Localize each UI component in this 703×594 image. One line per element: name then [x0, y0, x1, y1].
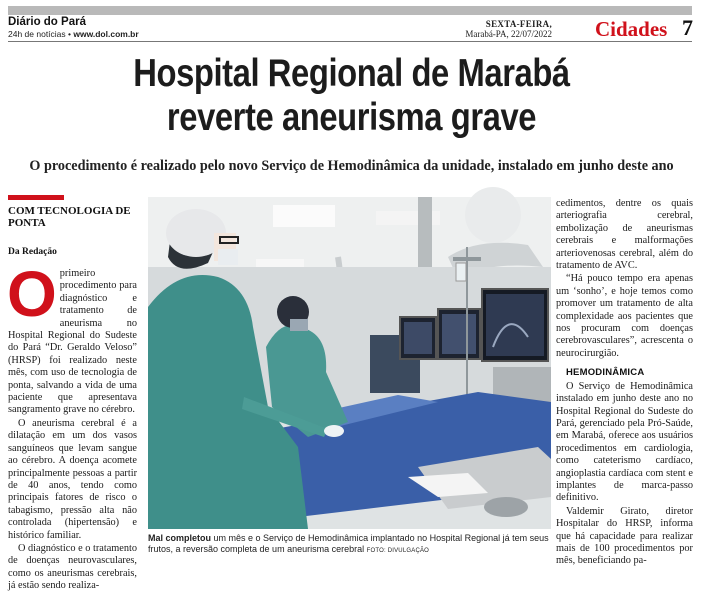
paragraph-5: “Há pouco tempo era apenas um ‘sonho’, e hoje temos como promover um tratamento de alta complexidade aos pacientes que nos procuram com doenças cerebrovasculares”, acrescenta o neurocirurgião.: [556, 273, 693, 359]
weekday: SEXTA-FEIRA,: [485, 19, 552, 29]
steel-bowl: [484, 497, 528, 517]
hemodynamics-room-illustration: [148, 197, 551, 529]
paragraph-3: O diagnóstico e o tratamento de doenças neurovasculares, como os aneurismas cerebrais, já estão sendo realiza-: [8, 542, 137, 592]
paragraph-6: O Serviço de Hemodinâmica instalado em junho deste ano no Hospital Regional do Sudeste do Pará, gerenciado pela Pró-Saúde, em Marabá, oferece aos usuários procedimentos em cardiologia, como cateterismo cardíaco, angioplastia cardíaca com stent e implantes de marca-passo definitivo.: [556, 380, 693, 504]
kicker-accent-bar: [8, 195, 64, 200]
paragraph-4: cedimentos, dentre os quais arteriografia cerebral, embolização de aneurismas cerebrais e malformações arteriovenosas cerebral, além do tratamento de AVC.: [556, 198, 693, 272]
subhead-hemodinamica: HEMODINÂMICA: [566, 367, 645, 379]
paragraph-2: O aneurisma cerebral é a dilatação em um dos vasos sanguíneos que levam sangue ao cérebro. A doença acomete principalmente pessoas a partir de 40 anos, tendo como principais fatores de risco o tabagismo, pressão alta não controlada (hipertensão) e histórico familiar.: [8, 417, 137, 541]
masthead-divider: [8, 41, 692, 42]
website-link[interactable]: www.dol.com.br: [73, 29, 139, 39]
surgeon-2-mask: [290, 319, 308, 331]
headline-line-1: Hospital Regional de Marabá: [133, 52, 570, 95]
article-photo: [148, 197, 551, 529]
iv-hook: [453, 257, 481, 261]
c-arm-head: [465, 187, 521, 243]
ceiling-rail: [418, 197, 432, 277]
masthead: [8, 16, 692, 40]
article-deck: O procedimento é realizado pelo novo Serviço de Hemodinâmica da unidade, instalado em junho deste ano: [29, 158, 674, 174]
dropcap: O: [7, 258, 57, 330]
surgeon-1-mask: [218, 249, 238, 265]
byline: Da Redação: [8, 247, 57, 257]
place-date: Marabá-PA, 22/07/2022: [465, 29, 552, 39]
paper-name: Diário do Pará: [8, 16, 86, 28]
paper-tagline: [8, 29, 139, 39]
caption-text: um mês e o Serviço de Hemodinâmica implantado no Hospital Regional já tem seus frutos, a reversão completa de um aneurisma cerebral: [148, 533, 549, 554]
article-headline: [56, 52, 647, 140]
section-title: Cidades: [595, 17, 668, 41]
monitor-1-screen: [404, 322, 432, 354]
top-grey-bar: [8, 6, 692, 15]
paragraph-1: [7, 258, 137, 417]
headline-line-2: reverte aneurisma grave: [166, 96, 537, 139]
tagline-text: 24h de notícias: [8, 29, 66, 39]
right-column: [556, 198, 693, 569]
caption-lead: Mal completou: [148, 533, 212, 543]
photo-caption: [148, 533, 551, 557]
paragraph-1-text: primeiro procedimento para diagnóstico e tratamento de aneurisma no Hospital Regional do Sudeste do Pará “Dr. Geraldo Veloso” (HRSP) foi realizado neste mês, com uso de tecnologia de ponta, salvando a vida de uma paciente que apresentava sangramento grave no cérebro.: [8, 268, 137, 416]
surgeon-1-glove: [324, 425, 344, 437]
tagline-separator: •: [65, 29, 74, 39]
page-number: 7: [682, 15, 693, 40]
iv-bag: [456, 263, 466, 281]
photo-credit: FOTO: DIVULGAÇÃO: [366, 548, 430, 554]
dateline: [465, 19, 552, 39]
left-column: [7, 258, 137, 594]
paragraph-7: Valdemir Girato, diretor Hospitalar do HRSP, informa que há capacidade para realizar mais de 100 procedimentos por mês, beneficiando pa-: [556, 505, 693, 567]
kicker: COM TECNOLOGIA DE PONTA: [8, 205, 131, 229]
ceiling-light-1: [273, 205, 335, 227]
monitor-2-screen: [442, 314, 476, 354]
